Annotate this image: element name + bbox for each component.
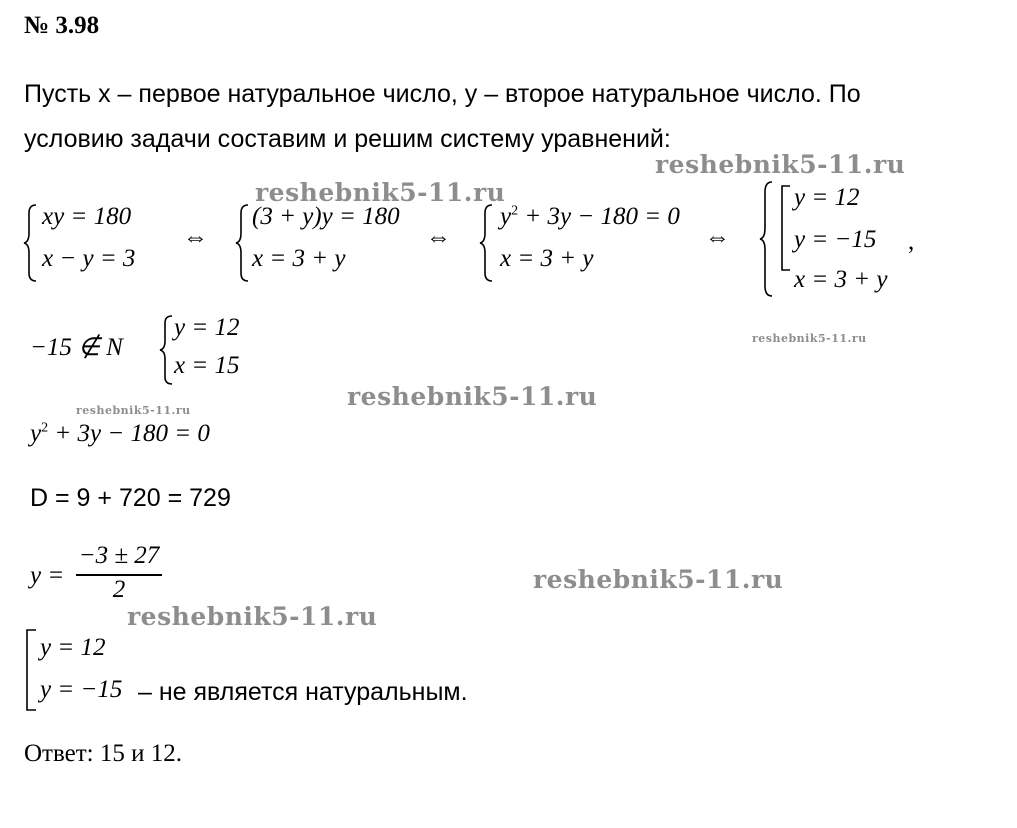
system-4 [760, 180, 930, 300]
answer-system-eq-1: y = 12 [174, 314, 240, 341]
watermark: reshebnik5-11.ru [76, 404, 191, 417]
watermark: reshebnik5-11.ru [752, 332, 867, 345]
system-3-exponent: 2 [511, 203, 519, 219]
system-3 [480, 203, 700, 283]
system-1-eq-2: x − y = 3 [42, 245, 136, 272]
equivalence-symbol: ⇔ [705, 224, 730, 251]
watermark: reshebnik5-11.ru [255, 178, 506, 207]
system-4-option-2: y = −15 [794, 226, 877, 253]
answer-system-eq-2: x = 15 [174, 352, 240, 379]
quadratic-rest: + 3y − 180 = 0 [48, 420, 210, 447]
watermark: reshebnik5-11.ru [347, 382, 598, 411]
root-2: y = −15 [40, 676, 123, 703]
quadratic-var: y [30, 420, 42, 447]
roots-lhs: y = [30, 562, 65, 589]
curly-brace-icon [24, 203, 38, 283]
curly-brace-icon [236, 203, 250, 283]
watermark: reshebnik5-11.ru [127, 602, 378, 631]
system-3-rest: + 3y − 180 = 0 [518, 203, 680, 230]
equivalence-symbol: ⇔ [183, 224, 208, 251]
answer: Ответ: 15 и 12. [24, 740, 182, 767]
equivalence-symbol: ⇔ [426, 224, 451, 251]
system-3-eq-1 [500, 203, 680, 231]
root-1: y = 12 [40, 634, 106, 661]
quadratic-equation [30, 420, 210, 448]
watermark: reshebnik5-11.ru [655, 150, 906, 179]
system-3-var: y [500, 203, 512, 230]
system-2-eq-2: x = 3 + y [252, 245, 346, 272]
roots-denominator: 2 [112, 576, 126, 603]
system-1-eq-1: xy = 180 [42, 203, 132, 230]
intro-line-2: условию задачи составим и решим систему уравнений: [24, 125, 671, 153]
curly-brace-icon [760, 180, 774, 298]
system-1 [24, 203, 184, 283]
quadratic-exponent: 2 [41, 420, 49, 436]
system-2-eq-1: (3 + y)y = 180 [252, 203, 400, 230]
system-2 [236, 203, 426, 283]
system-4-option-1: y = 12 [794, 184, 860, 211]
root-2-note: – не является натуральным. [138, 678, 468, 706]
roots-numerator: −3 ± 27 [78, 542, 160, 569]
watermark: reshebnik5-11.ru [533, 565, 784, 594]
answer-system [160, 314, 260, 386]
curly-brace-icon [480, 203, 494, 283]
comma: , [908, 228, 915, 255]
square-bracket-icon [24, 628, 38, 712]
problem-number: № 3.98 [24, 12, 100, 39]
system-3-eq-2: x = 3 + y [500, 245, 594, 272]
not-natural-statement: −15 ∉ N [30, 334, 123, 361]
system-4-eq-2: x = 3 + y [794, 266, 888, 293]
discriminant: D = 9 + 720 = 729 [30, 484, 231, 512]
intro-line-1: Пусть x – первое натуральное число, y – второе натуральное число. По [24, 80, 861, 108]
curly-brace-icon [160, 314, 174, 386]
